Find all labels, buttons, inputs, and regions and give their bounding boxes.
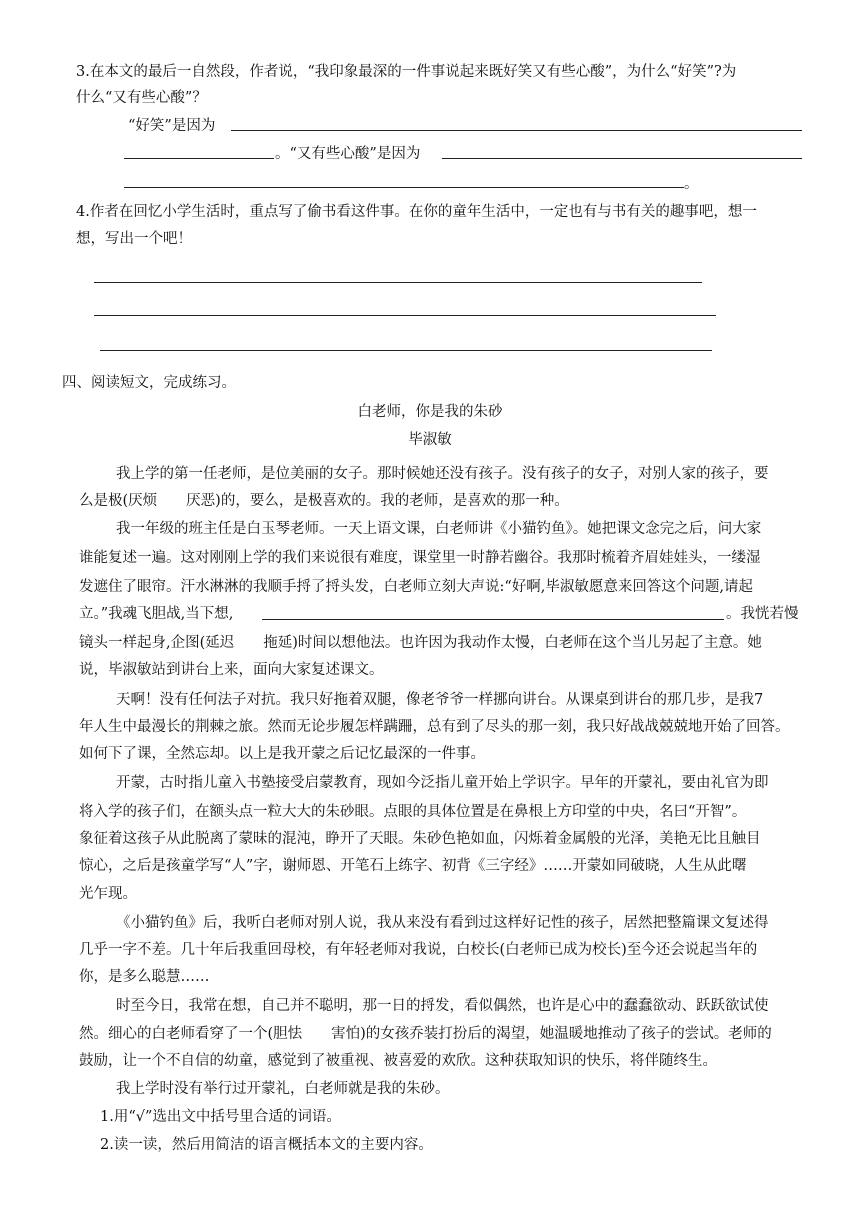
q3-funny-answer-line[interactable] [231,130,802,131]
article-line: 光乍现。 [79,886,137,902]
q4-answer-line-3[interactable] [100,350,712,351]
q4-text-line-2: 想，写出一个吧！ [76,231,192,247]
article-line: 将入学的孩子们，在额头点一粒大大的朱砂眼。点眼的具体位置是在鼻根上方印堂的中央，名曰“开智”。 [79,804,747,820]
q3-funny-answer-line-cont[interactable] [124,158,274,159]
article-line: 我上学的第一任老师，是位美丽的女子。那时候她还没有孩子。没有孩子的女子，对别人家的孩子，要 [116,466,769,482]
article-line: 《小猫钓鱼》后，我听白老师对别人说，我从来没有看到过这样好记性的孩子，居然把整篇课文复述得 [116,915,769,931]
article-line: 时至今日，我常在想，自己并不聪明，那一日的捋发，看似偶然，也许是心中的蠢蠢欲动、跃跃欲试使 [116,998,769,1014]
q4-text-line-1: 4.作者在回忆小学生活时，重点写了偷书看这件事。在你的童年生活中，一定也有与书有关的趣事吧，想一 [76,204,757,220]
q3-sad-answer-line-cont[interactable] [124,187,684,188]
article-line: 。我恍若慢 [726,606,799,622]
article-line: 如何下了课，全然忘却。以上是我开蒙之后记忆最深的一件事。 [79,746,485,762]
article-line: 发遮住了眼帘。汗水淋淋的我顺手捋了捋头发，白老师立刻大声说:“好啊,毕淑敏愿意来回答这个问题,请起 [79,579,754,595]
article-line: 谁能复述一遍。这对刚刚上学的我们来说很有难度，课堂里一时静若幽谷。我那时梳着齐眉娃娃头，一缕湿 [79,550,761,566]
exercise-1: 1.用“√”选出文中括号里合适的词语。 [100,1109,341,1125]
article-line: 惊心，之后是孩童学写“人”字，谢师恩、开笔石上练字、初背《三字经》……开蒙如同破晓，人生从此曙 [79,858,747,874]
article-line: 象征着这孩子从此脱离了蒙昧的混沌，睁开了天眼。朱砂色艳如血，闪烁着金属般的光泽，美艳无比且触目 [79,831,761,847]
q3-sad-label: 。“又有些心酸”是因为 [275,146,421,162]
q3-text-line-2: 什么“又有些心酸”？ [76,90,207,106]
q3-sad-answer-line[interactable] [442,158,802,159]
article-line: 么是极(厌烦 厌恶)的，要么，是极喜欢的。我的老师，是喜欢的那一种。 [79,493,569,509]
p2-fill-in-answer-line[interactable] [262,619,724,620]
article-line: 我一年级的班主任是白玉琴老师。一天上语文课，白老师讲《小猫钓鱼》。她把课文念完之后，问大家 [116,521,762,537]
article-line: 立。”我魂飞胆战,当下想, [79,606,234,622]
section-heading: 四、阅读短文，完成练习。 [62,375,236,391]
q3-end-mark: 。 [684,176,699,192]
article-line: 说，毕淑敏站到讲台上来，面向大家复述课文。 [79,662,384,678]
article-author: 毕淑敏 [408,432,452,448]
article-line: 你，是多么聪慧…… [79,969,210,985]
exercise-2: 2.读一读，然后用简洁的语言概括本文的主要内容。 [100,1137,433,1153]
article-line: 年人生中最漫长的荆棘之旅。然而无论步履怎样蹒跚，总有到了尽头的那一刻，我只好战战兢兢地开始了回答。 [79,719,790,735]
q4-answer-line-1[interactable] [94,282,702,283]
q3-funny-label: “好笑”是因为 [128,118,216,134]
article-line: 几乎一字不差。几十年后我重回母校，有年轻老师对我说，白校长(白老师已成为校长)至今还会说起当年的 [79,942,758,958]
article-line: 开蒙，古时指儿童入书塾接受启蒙教育，现如今泛指儿童开始上学识字。早年的开蒙礼，要由礼官为即 [116,775,769,791]
article-line: 鼓励，让一个不自信的幼童，感觉到了被重视、被喜爱的欢欣。这种获取知识的快乐，将伴随终生。 [79,1053,717,1069]
article-line: 天啊！没有任何法子对抗。我只好拖着双腿，像老爷爷一样挪向讲台。从课桌到讲台的那几步，是我7 [116,692,764,708]
article-closing-line: 我上学时没有举行过开蒙礼，白老师就是我的朱砂。 [116,1081,450,1097]
q4-answer-line-2[interactable] [94,315,716,316]
article-title: 白老师，你是我的朱砂 [357,404,503,420]
article-line: 镜头一样起身,企图(延迟 拖延)时间以想他法。也许因为我动作太慢，白老师在这个当儿另起了主意。她 [79,635,762,651]
article-line: 然。细心的白老师看穿了一个(胆怯 害怕)的女孩乔装打扮后的渴望，她温暖地推动了孩子的尝试。老师的 [79,1026,772,1042]
q3-text-line-1: 3.在本文的最后一自然段，作者说，“我印象最深的一件事说起来既好笑又有些心酸”，为什么“好笑”?为 [76,64,737,80]
